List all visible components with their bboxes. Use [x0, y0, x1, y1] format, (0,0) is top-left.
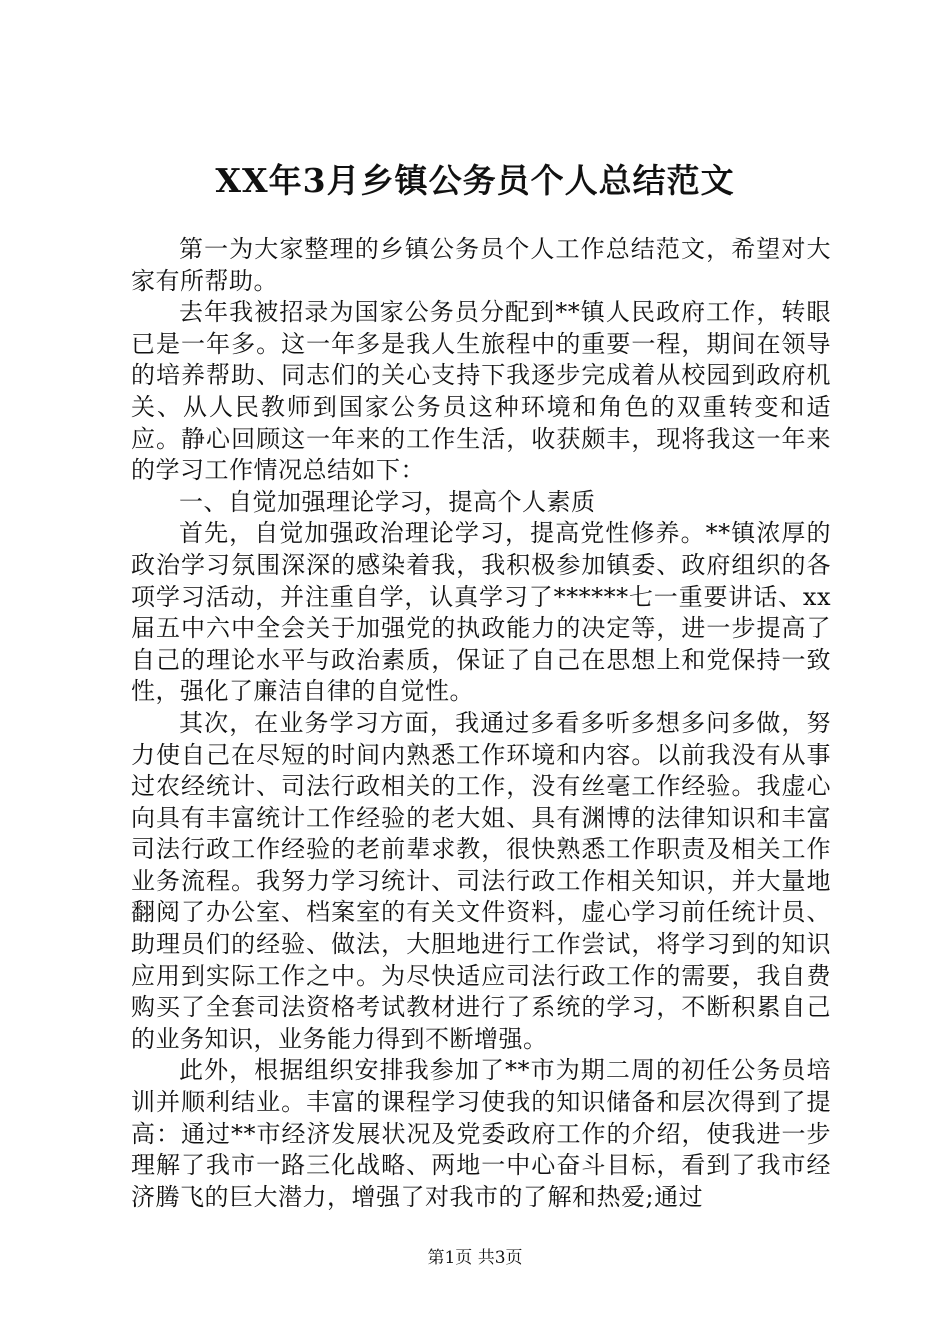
- paragraph-political-study: 首先，自觉加强政治理论学习，提高党性修养。**镇浓厚的政治学习氛围深深的感染着我，我积极参加镇委、政府组织的各项学习活动，并注重自学，认真学习了******七一重要讲话、xx届五中六中全会关于加强党的执政能力的决定等，进一步提高了自己的理论水平与政治素质，保证了自己在思想上和党保持一致性，强化了廉洁自律的自觉性。: [131, 519, 831, 706]
- section-heading-1: 一、自觉加强理论学习，提高个人素质: [179, 487, 596, 516]
- paragraph-business-study: 其次，在业务学习方面，我通过多看多听多想多问多做，努力使自己在尽短的时间内熟悉工作环境和内容。以前我没有从事过农经统计、司法行政相关的工作，没有丝毫工作经验。我虚心向具有丰富统计工作经验的老大姐、具有渊博的法律知识和丰富司法行政工作经验的老前辈求教，很快熟悉工作职责及相关工作业务流程。我努力学习统计、司法行政工作相关知识，并大量地翻阅了办公室、档案室的有关文件资料，虚心学习前任统计员、助理员们的经验、做法，大胆地进行工作尝试，将学习到的知识应用到实际工作之中。为尽快适应司法行政工作的需要，我自费购买了全套司法资格考试教材进行了系统的学习，不断积累自己的业务知识，业务能力得到不断增强。: [131, 708, 831, 1053]
- document-body: [131, 234, 831, 1213]
- page-number-footer: 第1页 共3页: [427, 1248, 523, 1268]
- paragraph-training: 此外，根据组织安排我参加了**市为期二周的初任公务员培训并顺利结业。丰富的课程学习使我的知识储备和层次得到了提高：通过**市经济发展状况及党委政府工作的介绍，使我进一步理解了我市一路三化战略、两地一中心奋斗目标，看到了我市经济腾飞的巨大潜力，增强了对我市的了解和热爱;通过: [131, 1056, 831, 1211]
- paragraph-intro: 第一为大家整理的乡镇公务员个人工作总结范文，希望对大家有所帮助。: [131, 235, 831, 295]
- paragraph-background: 去年我被招录为国家公务员分配到**镇人民政府工作，转眼已是一年多。这一年多是我人生旅程中的重要一程，期间在领导的培养帮助、同志们的关心支持下我逐步完成着从校园到政府机关、从人民教师到国家公务员这种环境和角色的双重转变和适应。静心回顾这一年来的工作生活，收获颇丰，现将我这一年来的学习工作情况总结如下：: [131, 298, 831, 485]
- document-title: XX年3月乡镇公务员个人总结范文: [215, 161, 735, 200]
